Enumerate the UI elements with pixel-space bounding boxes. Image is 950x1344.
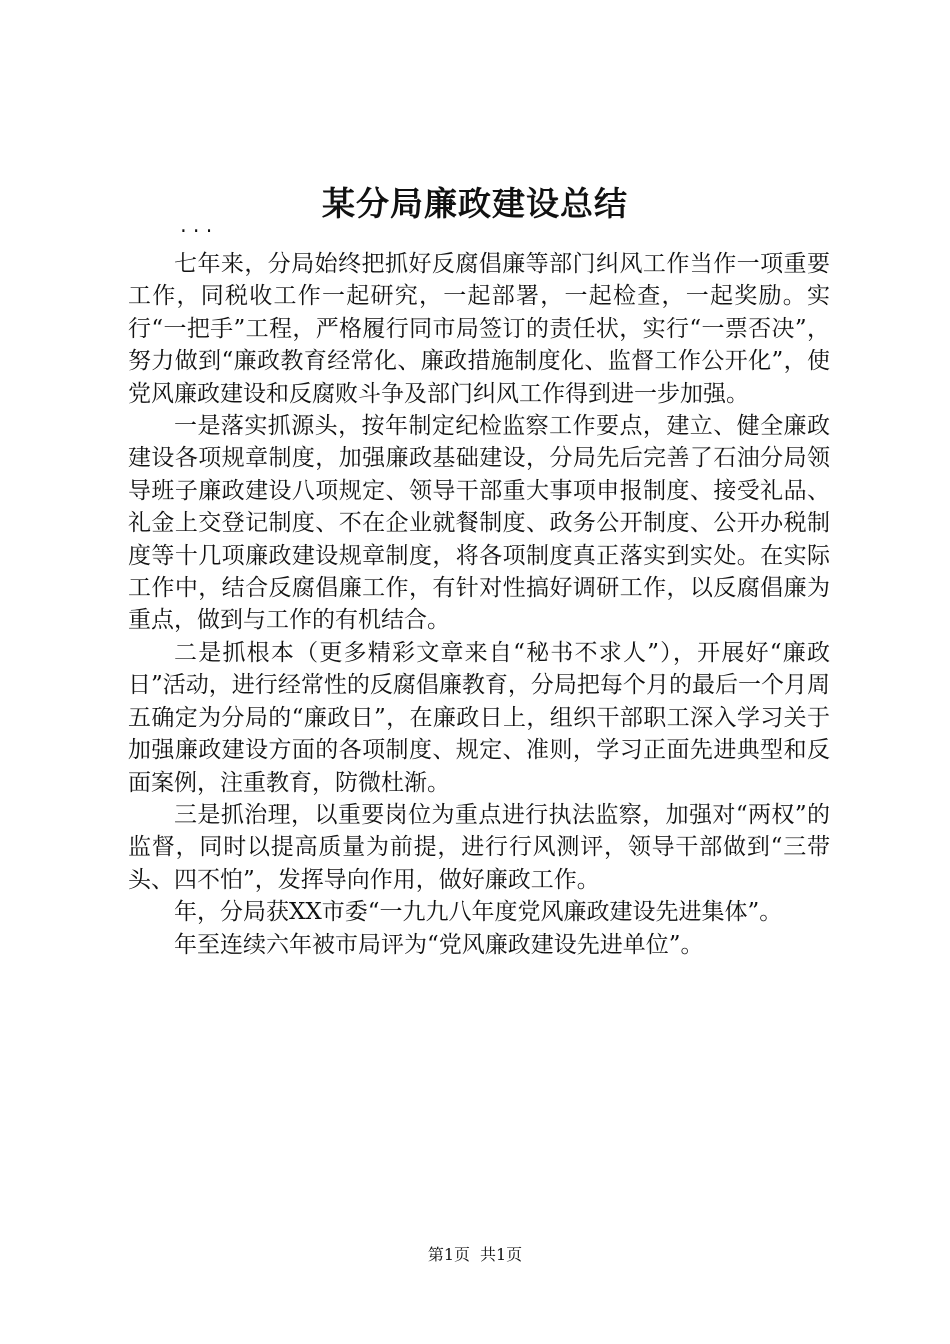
paragraph-recognition: 年至连续六年被市局评为“党风廉政建设先进单位”。 [174, 931, 704, 958]
document-body [128, 248, 830, 961]
page-number-current: 第1页 [427, 1245, 470, 1264]
paragraph-award: 年，分局获XX市委“一九九八年度党风廉政建设先进集体”。 [174, 899, 783, 926]
paragraph-second-point: 二是抓根本（更多精彩文章来自“秘书不求人”），开展好“廉政日”活动，进行经常性的反腐倡廉教育，分局把每个月的最后一个月周五确定为分局的“廉政日”，在廉政日上，组织干部职工深入学习关于加强廉政建设方面的各项制度、规定、准则，学习正面先进典型和反面案例，注重教育，防微杜渐。 [128, 639, 830, 796]
document-title: 某分局廉政建设总结 [322, 184, 628, 223]
paragraph-intro: 七年来，分局始终把抓好反腐倡廉等部门纠风工作当作一项重要工作，同税收工作一起研究，一起部署，一起检查，一起奖励。实行“一把手”工程，严格履行同市局签订的责任状，实行“一票否决”，努力做到“廉政教育经常化、廉政措施制度化、监督工作公开化”，使党风廉政建设和反腐败斗争及部门纠风工作得到进一步加强。 [128, 251, 830, 407]
page-footer [0, 1244, 950, 1266]
ellipsis-marker: ... [178, 218, 217, 238]
paragraph-third-point: 三是抓治理，以重要岗位为重点进行执法监察，加强对“两权”的监督，同时以提高质量为前提，进行行风测评，领导干部做到“三带头、四不怕”，发挥导向作用，做好廉政工作。 [128, 801, 830, 893]
paragraph-first-point: 一是落实抓源头，按年制定纪检监察工作要点，建立、健全廉政建设各项规章制度，加强廉政基础建设，分局先后完善了石油分局领导班子廉政建设八项规定、领导干部重大事项申报制度、接受礼品、礼金上交登记制度、不在企业就餐制度、政务公开制度、公开办税制度等十几项廉政建设规章制度，将各项制度真正落实到实处。在实际工作中，结合反腐倡廉工作，有针对性搞好调研工作，以反腐倡廉为重点，做到与工作的有机结合。 [128, 413, 830, 634]
page-number-total: 共1页 [480, 1245, 523, 1264]
